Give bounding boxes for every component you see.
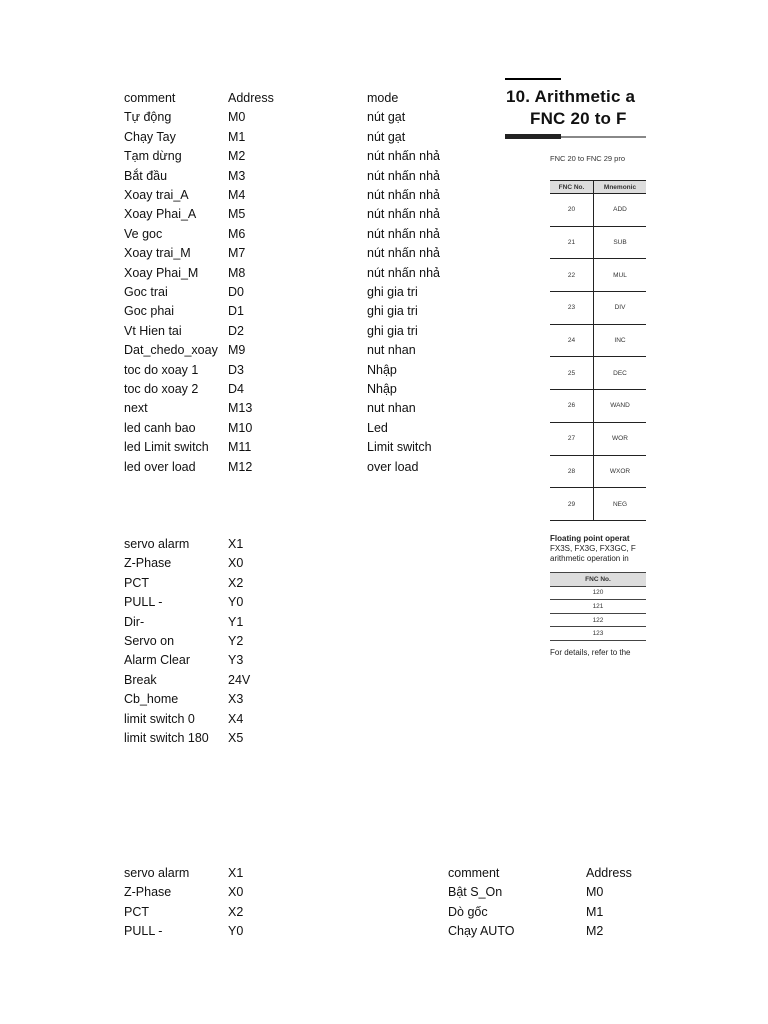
fnc-row xyxy=(550,259,646,292)
table1-cell: Vt Hien tai xyxy=(124,323,182,338)
table3-cell: Y0 xyxy=(228,924,244,939)
table3-cell: X2 xyxy=(228,904,244,919)
table2-cell: X3 xyxy=(228,692,244,707)
table4-cell: M1 xyxy=(586,904,604,919)
table2-cell: Y2 xyxy=(228,634,244,648)
fnc-row xyxy=(550,357,646,390)
table1-cell: ghi gia tri xyxy=(367,323,418,338)
fnc-mnemonic: DIV xyxy=(594,292,647,325)
fnc-number: 29 xyxy=(550,488,594,521)
table1-cell: Goc trai xyxy=(124,285,168,299)
fnc-number: 28 xyxy=(550,455,594,488)
fnc-row xyxy=(550,292,646,325)
table1-cell: Bắt đầu xyxy=(124,168,168,183)
fp-line2: FX3S, FX3G, FX3GC, F xyxy=(550,544,636,553)
table1-cell: Xoay Phai_M xyxy=(124,265,199,280)
table1-cell: nút nhấn nhả xyxy=(367,149,440,164)
table3-cell: X0 xyxy=(228,885,244,900)
fp-row xyxy=(550,613,646,627)
fnc-mnemonic: SUB xyxy=(594,226,647,259)
table2-cell: Dir- xyxy=(124,614,145,629)
table1-cell: Tạm dừng xyxy=(124,149,182,164)
table2-cell: X1 xyxy=(228,537,244,551)
figure-top-rule xyxy=(505,78,561,80)
table1-cell: M6 xyxy=(228,226,246,241)
fnc-number: 21 xyxy=(550,226,594,259)
fnc-table xyxy=(550,180,646,521)
table1-cell: ghi gia tri xyxy=(367,304,418,319)
table2-cell: X4 xyxy=(228,711,244,726)
table1-cell: Nhập xyxy=(367,382,397,396)
figure-rule-thick xyxy=(505,134,561,139)
table1-cell: Led xyxy=(367,420,388,435)
table1-cell: nút nhấn nhả xyxy=(367,168,440,183)
table4-cell: Bật S_On xyxy=(448,885,503,900)
table1-cell: D2 xyxy=(228,323,244,338)
table2-cell: Servo on xyxy=(124,634,175,648)
table1-cell: nút gạt xyxy=(367,129,406,144)
table1-cell: M8 xyxy=(228,265,246,280)
fnc-number: 25 xyxy=(550,357,594,390)
table1-cell: nut nhan xyxy=(367,401,416,416)
fnc-row xyxy=(550,194,646,227)
fp-fnc-number: 123 xyxy=(550,627,646,641)
table1-cell: D0 xyxy=(228,285,244,299)
table1-cell: Limit switch xyxy=(367,440,432,455)
figure-intro: FNC 20 to FNC 29 pro xyxy=(550,154,626,163)
fnc-mnemonic: ADD xyxy=(594,194,647,227)
fp-heading: Floating point operat xyxy=(550,534,630,543)
table1-cell: led canh bao xyxy=(124,420,196,435)
table3-cell: PCT xyxy=(124,904,149,919)
table2-cell: Cb_home xyxy=(124,692,179,707)
table1-cell: M5 xyxy=(228,207,246,222)
table1-cell: Xoay trai_M xyxy=(124,246,191,261)
table1-cell: nút gạt xyxy=(367,110,406,125)
fp-row xyxy=(550,600,646,614)
mnemonic-col-header: Mnemonic xyxy=(594,181,647,194)
table1-cell: M4 xyxy=(228,188,246,202)
table1-cell: led Limit switch xyxy=(124,440,209,455)
table4-cell: Chạy AUTO xyxy=(448,924,515,939)
fp-line3: arithmetic operation in xyxy=(550,554,629,563)
figure-rule-thin xyxy=(561,136,646,138)
figure-title-line1: 10. Arithmetic a xyxy=(506,87,636,106)
table1-cell: nút nhấn nhả xyxy=(367,265,440,280)
table1-cell: toc do xoay 1 xyxy=(124,362,199,377)
fnc-mnemonic: NEG xyxy=(594,488,647,521)
fnc-row xyxy=(550,390,646,423)
table4-header-0: comment xyxy=(448,866,500,880)
table1-cell: next xyxy=(124,401,148,416)
figure-details: For details, refer to the xyxy=(550,648,631,657)
table2-cell: Z-Phase xyxy=(124,556,172,571)
table1-cell: M10 xyxy=(228,420,253,435)
table1-cell: M0 xyxy=(228,110,246,125)
table1-cell: D4 xyxy=(228,382,244,396)
fp-row xyxy=(550,586,646,600)
table1-cell: ghi gia tri xyxy=(367,285,418,299)
table1-cell: D3 xyxy=(228,362,244,377)
table1-cell: toc do xoay 2 xyxy=(124,382,199,396)
table2-cell: Y1 xyxy=(228,614,244,629)
fnc-row xyxy=(550,324,646,357)
table1-cell: M3 xyxy=(228,168,246,183)
table1-header-0: comment xyxy=(124,91,176,105)
table2-cell: X5 xyxy=(228,731,244,745)
fnc-number: 20 xyxy=(550,194,594,227)
table1-cell: nút nhấn nhả xyxy=(367,226,440,241)
table4-cell: M2 xyxy=(586,924,604,939)
fnc-row xyxy=(550,226,646,259)
table1-cell: Xoay trai_A xyxy=(124,188,189,202)
fp-fnc-number: 121 xyxy=(550,600,646,614)
fnc-mnemonic: WAND xyxy=(594,390,647,423)
table2-cell: Y0 xyxy=(228,595,244,610)
table3-cell: servo alarm xyxy=(124,866,190,880)
table1-cell: Nhập xyxy=(367,362,397,377)
table4-cell: M0 xyxy=(586,885,604,900)
fnc-number: 22 xyxy=(550,259,594,292)
fp-fnc-number: 120 xyxy=(550,586,646,600)
table4-header-1: Address xyxy=(586,866,632,880)
fnc-row xyxy=(550,422,646,455)
table1-cell: M13 xyxy=(228,401,253,416)
table1-cell: Goc phai xyxy=(124,304,175,319)
table1-cell: nút nhấn nhả xyxy=(367,246,440,261)
table3-cell: Z-Phase xyxy=(124,885,172,900)
table2-cell: servo alarm xyxy=(124,537,190,551)
fp-table xyxy=(550,572,646,641)
table2-cell: limit switch 0 xyxy=(124,711,195,726)
table1-cell: led over load xyxy=(124,459,196,474)
table1-cell: nút nhấn nhả xyxy=(367,207,440,222)
table2-cell: X0 xyxy=(228,556,244,571)
fnc-number: 26 xyxy=(550,390,594,423)
table1-cell: Dat_chedo_xoay xyxy=(124,343,218,358)
fnc-number: 27 xyxy=(550,422,594,455)
table1-cell: Ve goc xyxy=(124,226,163,241)
table1-cell: M1 xyxy=(228,129,246,144)
figure-title-line2: FNC 20 to F xyxy=(530,109,627,128)
table2-cell: Y3 xyxy=(228,653,244,668)
floating-point-note xyxy=(550,534,636,564)
table1-header-2: mode xyxy=(367,91,399,105)
table4-cell: Dò gốc xyxy=(448,904,488,919)
table1-cell: M9 xyxy=(228,343,246,358)
fnc-row xyxy=(550,488,646,521)
table1-cell: D1 xyxy=(228,304,244,319)
fp-col-header: FNC No. xyxy=(550,573,646,587)
fnc-row xyxy=(550,455,646,488)
table1-cell: M11 xyxy=(228,440,252,455)
table1-header-1: Address xyxy=(228,91,274,105)
table1-cell: M2 xyxy=(228,149,246,164)
table2-cell: PULL - xyxy=(124,595,163,610)
table1-cell: nut nhan xyxy=(367,343,416,358)
fnc-mnemonic: WXOR xyxy=(594,455,647,488)
table1-cell: over load xyxy=(367,459,419,474)
fp-fnc-number: 122 xyxy=(550,613,646,627)
table1-cell: Xoay Phai_A xyxy=(124,207,197,222)
table1-cell: M12 xyxy=(228,459,253,474)
table2-cell: 24V xyxy=(228,672,251,687)
table3-cell: X1 xyxy=(228,866,244,880)
fnc-number: 24 xyxy=(550,324,594,357)
fnc-number: 23 xyxy=(550,292,594,325)
fp-row xyxy=(550,627,646,641)
table1-cell: nút nhấn nhả xyxy=(367,188,440,202)
table2-cell: X2 xyxy=(228,575,244,590)
table2-cell: PCT xyxy=(124,575,149,590)
table2-cell: Alarm Clear xyxy=(124,653,190,668)
fnc-mnemonic: WOR xyxy=(594,422,647,455)
fnc-col-header: FNC No. xyxy=(550,181,594,194)
fnc-mnemonic: INC xyxy=(594,324,647,357)
fnc-mnemonic: DEC xyxy=(594,357,647,390)
table3-cell: PULL - xyxy=(124,924,163,939)
table2-cell: Break xyxy=(124,672,157,687)
table2-cell: limit switch 180 xyxy=(124,731,209,745)
table1-cell: Tự động xyxy=(124,110,172,125)
table1-cell: M7 xyxy=(228,246,246,261)
manual-figure xyxy=(505,78,646,662)
fnc-mnemonic: MUL xyxy=(594,259,647,292)
table1-cell: Chạy Tay xyxy=(124,129,176,144)
